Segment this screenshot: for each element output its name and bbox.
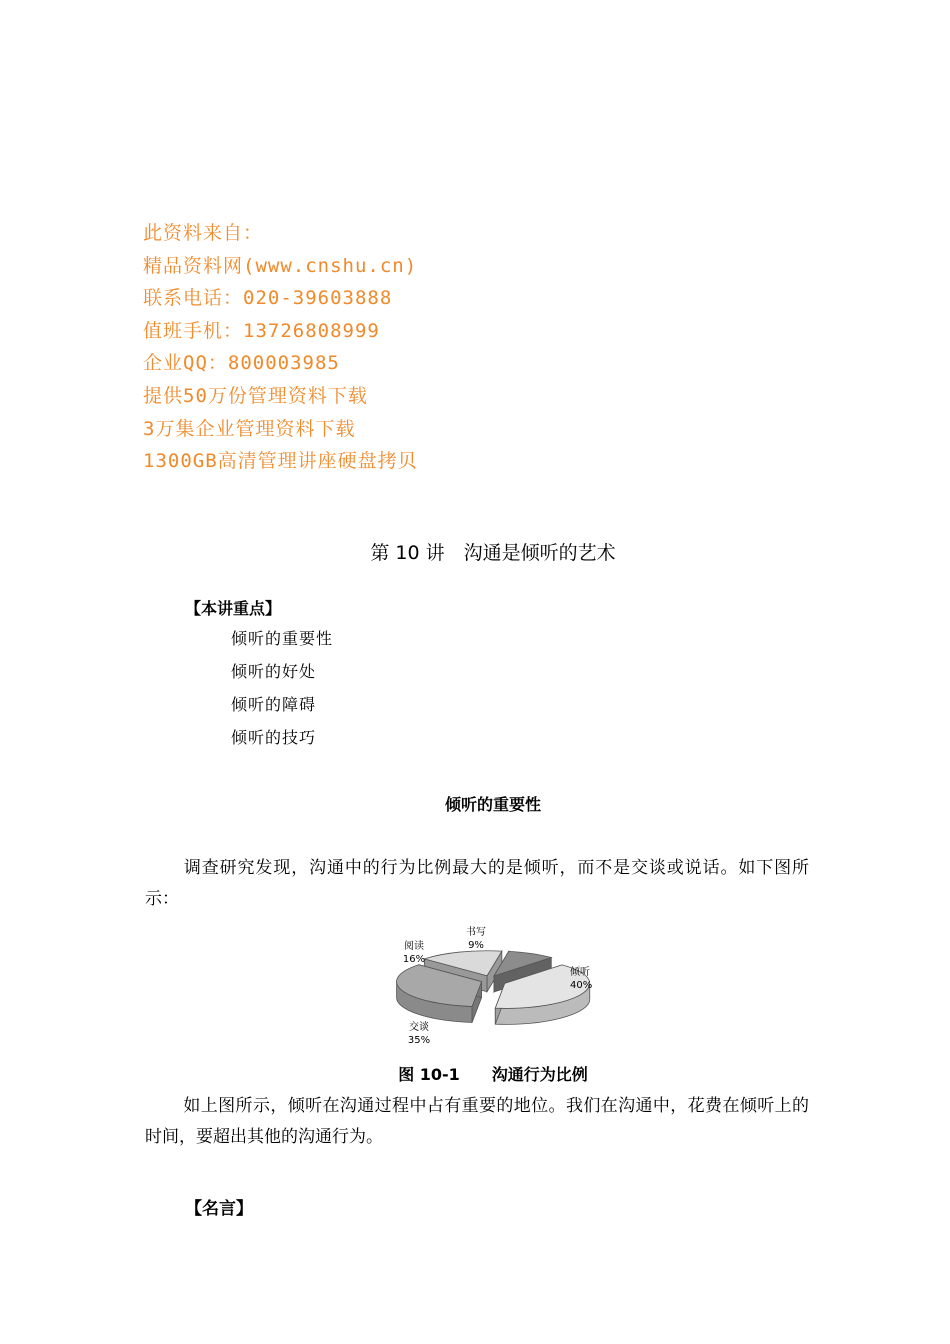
promo-line: 3万集企业管理资料下载 [143,417,356,440]
pie-label-category: 书写 [466,927,486,938]
quote-heading: 【名言】 [185,1199,253,1219]
paragraph-intro-text: 调查研究发现，沟通中的行为比例最大的是倾听，而不是交谈或说话。如下图所示： [145,858,809,909]
promo-line: 值班手机：13726808999 [143,319,380,342]
promo-line: 精品资料网(www.cnshu.cn) [143,254,418,277]
key-points-list [231,627,333,759]
pie-label-value: 16% [402,954,426,965]
paragraph-summary-text: 如上图所示，倾听在沟通过程中占有重要的地位。我们在沟通中，花费在倾听上的时间，要超出其他的沟通行为。 [145,1096,809,1147]
pie-label-value: 35% [407,1035,431,1046]
key-point-item: 倾听的技巧 [231,728,317,747]
pie-label-category: 交谈 [409,1022,429,1033]
promo-line: 提供50万份管理资料下载 [143,384,368,407]
key-point-item: 倾听的重要性 [231,629,334,648]
pie-label-category: 阅读 [404,941,424,952]
pie-label-category: 倾听 [570,967,590,978]
figure-caption: 图 10-1 沟通行为比例 [398,1065,588,1084]
pie-label-value: 9% [468,940,484,951]
paragraph-intro [145,853,809,915]
pie-chart [372,925,632,1055]
pie-label-value: 40% [570,980,593,991]
key-point-item: 倾听的好处 [231,662,317,681]
promo-line: 企业QQ：800003985 [143,352,340,375]
lecture-title: 第 10 讲 沟通是倾听的艺术 [370,542,616,564]
key-points-heading: 【本讲重点】 [185,599,282,618]
section-heading: 倾听的重要性 [444,795,541,814]
promo-block [143,220,418,481]
key-point-item: 倾听的障碍 [231,695,317,714]
promo-line: 联系电话：020-39603888 [143,287,393,310]
promo-line: 1300GB高清管理讲座硬盘拷贝 [143,450,418,473]
promo-line: 此资料来自： [143,222,264,244]
paragraph-summary [145,1091,809,1153]
